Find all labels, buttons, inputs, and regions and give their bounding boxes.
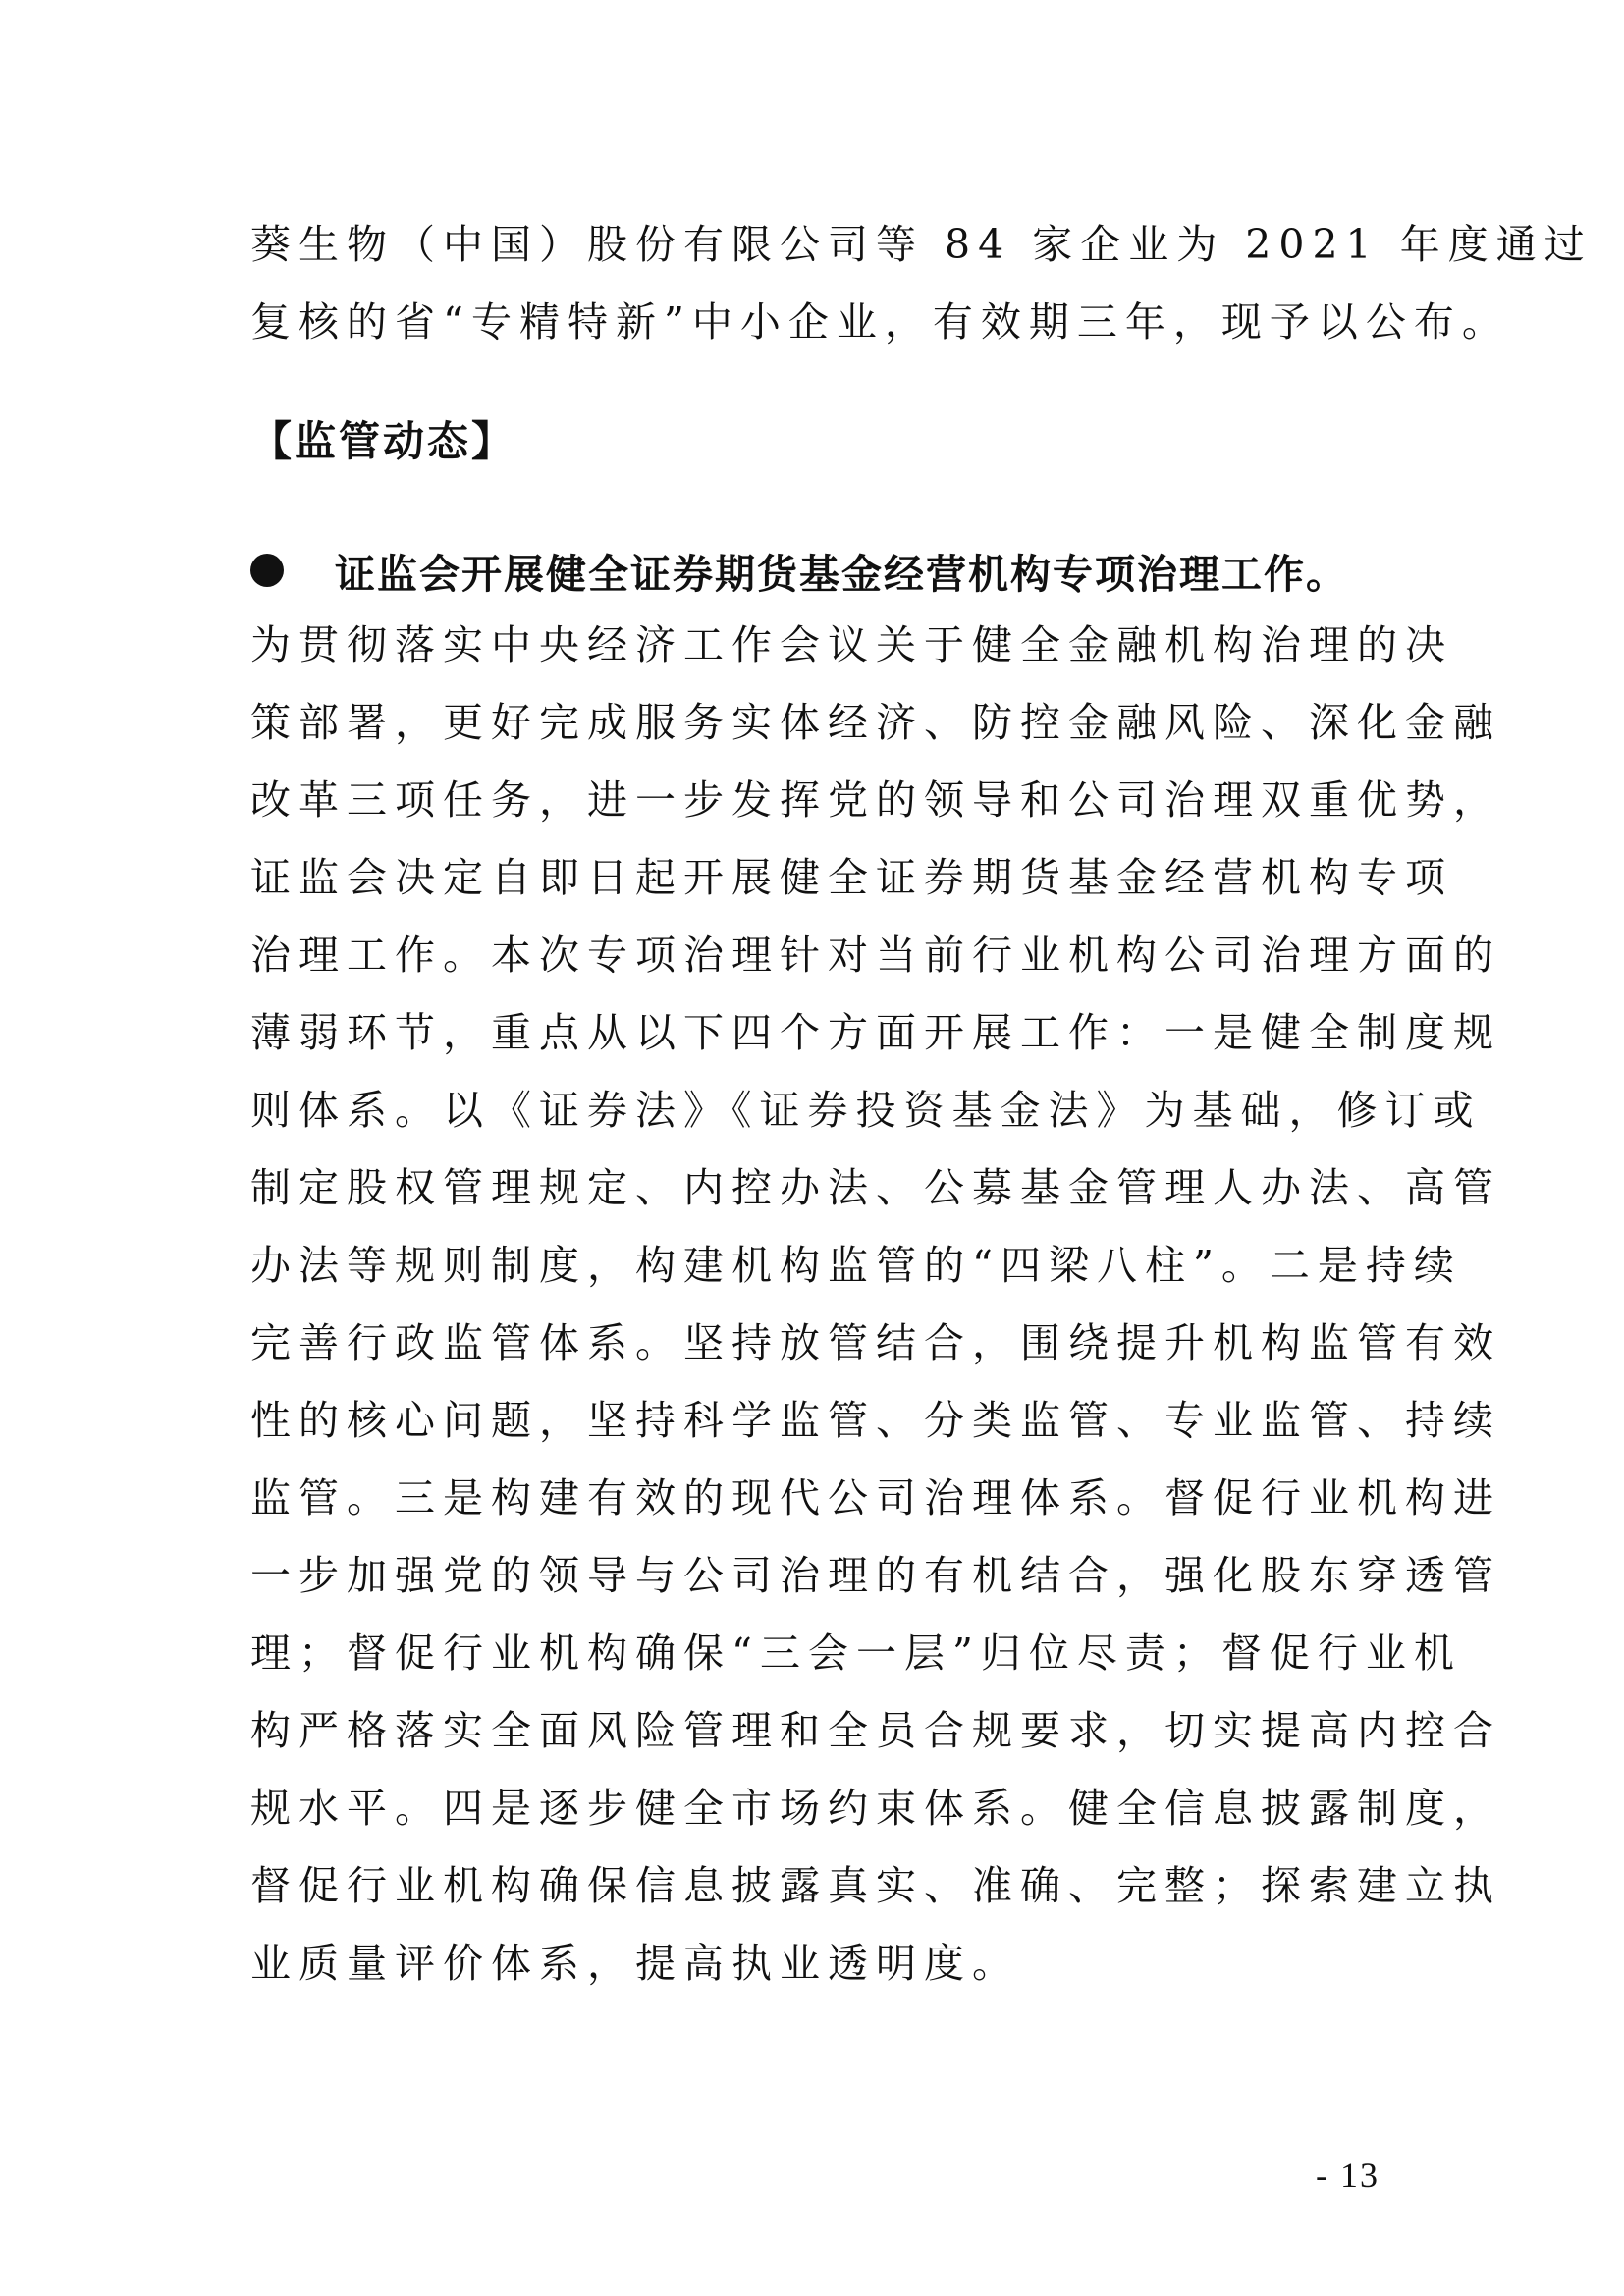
- text-line: 证监会决定自即日起开展健全证券期货基金经营机构专项: [250, 854, 1453, 901]
- text-line: 性的核心问题，坚持科学监管、分类监管、专业监管、持续: [250, 1397, 1501, 1444]
- text-line: 复核的省“专精特新”中小企业，有效期三年，现予以公布。: [250, 298, 1510, 346]
- text-line: 制定股权管理规定、内控办法、公募基金管理人办法、高管: [250, 1164, 1501, 1211]
- text-line: 为贯彻落实中央经济工作会议关于健全金融机构治理的决: [250, 621, 1453, 668]
- text-line: 完善行政监管体系。坚持放管结合，围绕提升机构监管有效: [250, 1319, 1501, 1366]
- news-item-body: [250, 607, 1501, 2002]
- news-item-title: 证监会开展健全证券期货基金经营机构专项治理工作。: [335, 550, 1348, 598]
- intro-paragraph: [250, 206, 1593, 361]
- text-line: 理；督促行业机构确保“三会一层”归位尽责；督促行业机: [250, 1629, 1462, 1677]
- page-number: - 13: [1316, 2156, 1380, 2195]
- text-line: 监管。三是构建有效的现代公司治理体系。督促行业机构进: [250, 1474, 1501, 1522]
- text-line: 改革三项任务，进一步发挥党的领导和公司治理双重优势，: [250, 776, 1501, 824]
- section-heading: 【监管动态】: [250, 417, 516, 465]
- text-line: 督促行业机构确保信息披露真实、准确、完整；探索建立执: [250, 1862, 1501, 1909]
- text-line: 策部署，更好完成服务实体经济、防控金融风险、深化金融: [250, 699, 1501, 746]
- text-line: 一步加强党的领导与公司治理的有机结合，强化股东穿透管: [250, 1552, 1501, 1599]
- news-item-title-row: [250, 536, 1389, 605]
- text-line: 规水平。四是逐步健全市场约束体系。健全信息披露制度，: [250, 1785, 1501, 1832]
- text-line: 业质量评价体系，提高执业透明度。: [250, 1940, 1020, 1987]
- text-line: 治理工作。本次专项治理针对当前行业机构公司治理方面的: [250, 932, 1501, 979]
- text-line: 葵生物（中国）股份有限公司等 84 家企业为 2021 年度通过: [250, 221, 1593, 268]
- text-line: 则体系。以《证券法》《证券投资基金法》为基础，修订或: [250, 1087, 1482, 1134]
- text-line: 薄弱环节，重点从以下四个方面开展工作：一是健全制度规: [250, 1009, 1501, 1056]
- text-line: 办法等规则制度，构建机构监管的“四梁八柱”。二是持续: [250, 1242, 1462, 1289]
- bullet-icon: [250, 554, 284, 587]
- text-line: 构严格落实全面风险管理和全员合规要求，切实提高内控合: [250, 1707, 1501, 1754]
